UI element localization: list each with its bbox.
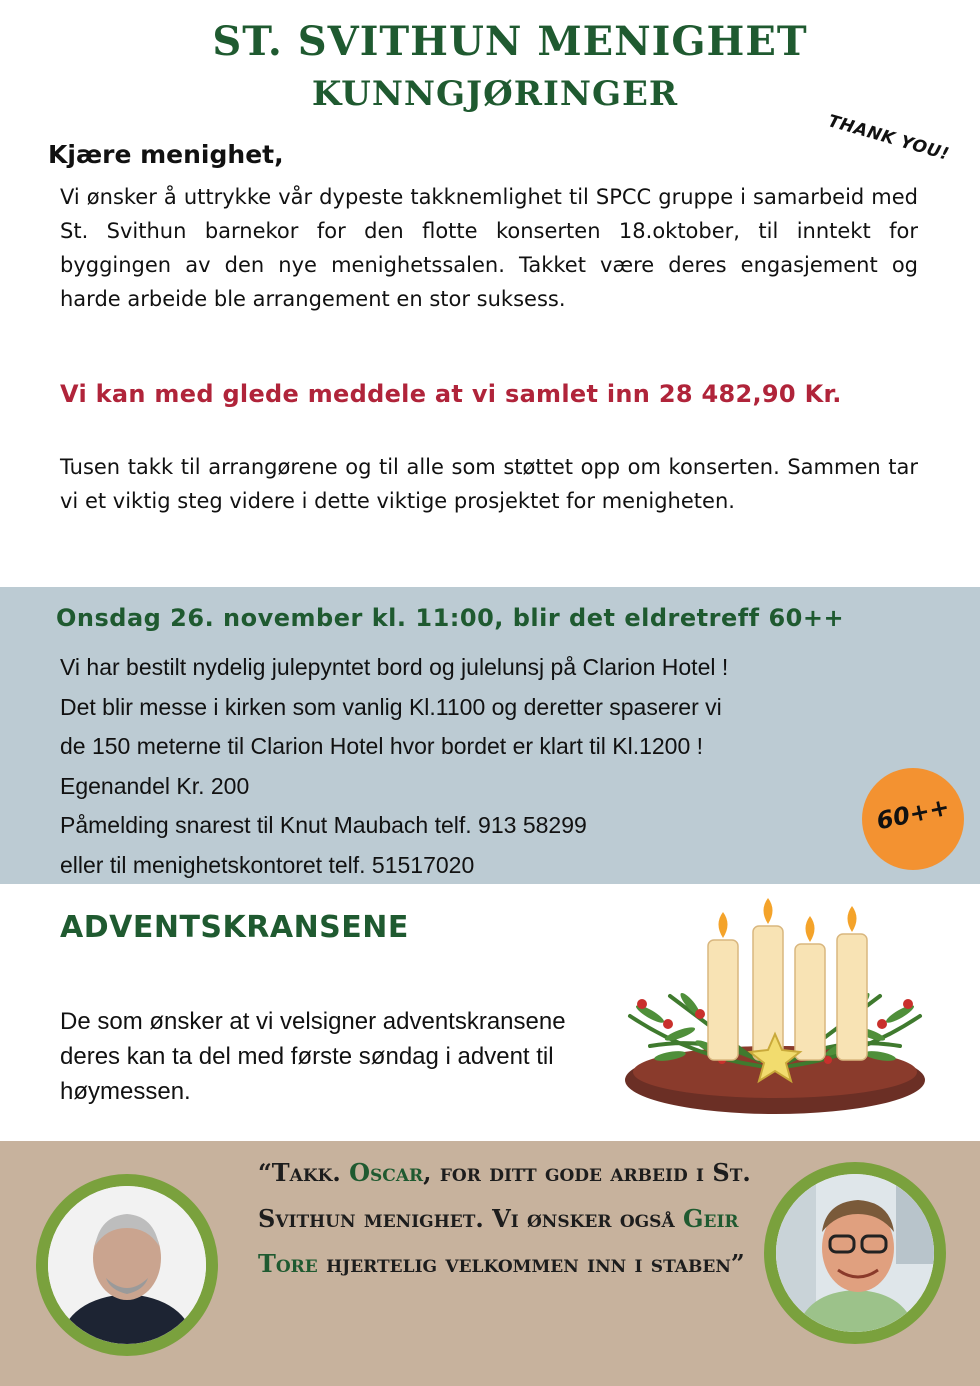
advent-wreath-icon: [610, 896, 940, 1116]
thanks-closing-paragraph: Tusen takk til arrangørene og til alle som støttet opp om konserten. Sammen tar vi et viktig steg videre i dette viktige prosjektet for menigheten.: [60, 455, 918, 513]
person-avatar-icon: [48, 1186, 206, 1344]
advent-text: De som ønsker at vi velsigner adventskransene deres kan ta del med første søndag i advent til høymessen.: [60, 1008, 566, 1105]
fundraising-total: Vi kan med glede meddele at vi samlet inn 28 482,90 Kr.: [60, 380, 842, 408]
greeting: Kjære menighet,: [48, 140, 284, 169]
elder-meeting-title: Onsdag 26. november kl. 11:00, blir det eldretreff 60++: [56, 604, 845, 632]
person-avatar-icon: [776, 1174, 934, 1332]
page-title: ST. SVITHUN MENIGHET: [212, 18, 808, 65]
quote-text: “Takk.: [258, 1158, 350, 1187]
page-subtitle: KUNNGJØRINGER: [311, 74, 679, 114]
detail-line: Egenandel Kr. 200: [60, 772, 250, 799]
staff-name-geir-tore: Geir Tore: [258, 1203, 739, 1278]
thank-you-note: THANK YOU!: [825, 111, 952, 165]
detail-line: Det blir messe i kirken som vanlig Kl.1100 og deretter spaserer vi: [60, 693, 722, 720]
quote-text: hjertelig velkommen inn i staben”: [317, 1249, 745, 1278]
advent-title: ADVENTSKRANSENE: [60, 910, 409, 945]
elder-meeting-details: [60, 648, 880, 885]
staff-quote: [258, 1150, 758, 1287]
age-badge-label: 60++: [874, 792, 952, 836]
portrait-right: [764, 1162, 946, 1344]
quote-text: , for ditt gode arbeid i St. Svithun menighet. Vi ønsker også: [258, 1158, 751, 1233]
detail-line: de 150 meterne til Clarion Hotel hvor bordet er klart til Kl.1200 !: [60, 733, 704, 759]
detail-line: eller til menighetskontoret telf. 51517020: [60, 851, 475, 878]
staff-name-oscar: Oscar: [349, 1158, 424, 1187]
portrait-left: [36, 1174, 218, 1356]
detail-line: Påmelding snarest til Knut Maubach telf. 913 58299: [60, 812, 587, 838]
age-badge: [862, 768, 964, 870]
detail-line: Vi har bestilt nydelig julepyntet bord og julelunsj på Clarion Hotel !: [60, 654, 729, 680]
thanks-paragraph: Vi ønsker å uttrykke vår dypeste takknemlighet til SPCC gruppe i samarbeid med St. Svithun barnekor for den flotte konserten 18.oktober, til inntekt for byggingen av den nye menighetssalen. Takket være deres engasjement og harde arbeide ble arrangement en stor suksess.: [60, 185, 918, 311]
